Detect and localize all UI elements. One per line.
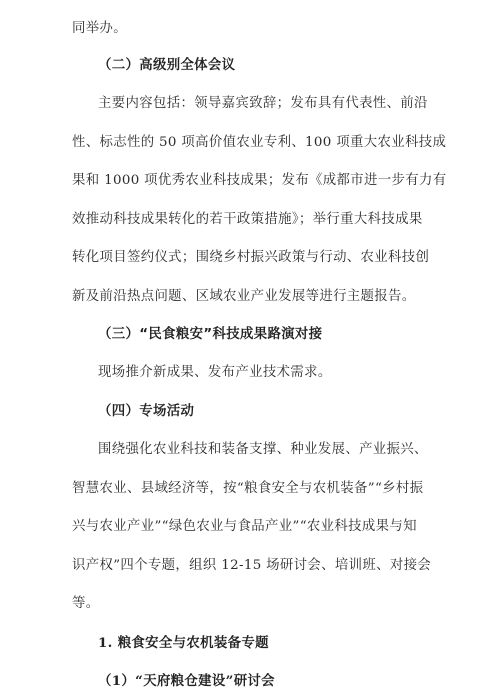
paragraph-line: 围绕强化农业科技和装备支撑、种业发展、产业振兴、	[98, 442, 428, 457]
paragraph-line: 等。	[72, 596, 100, 611]
paragraph-line: 性、标志性的 50 项高价值农业专利、100 项重大农业科技成	[72, 135, 447, 150]
section-heading-4: （四）专场活动	[98, 404, 195, 419]
paragraph-line: 主要内容包括：领导嘉宾致辞；发布具有代表性、前沿	[98, 96, 428, 111]
text-line: 同举办。	[72, 21, 127, 36]
paragraph-line: 效推动科技成果转化的若干政策措施》；举行重大科技成果	[72, 212, 423, 227]
paragraph-line: 兴与农业产业”“绿色农业与食品产业”“农业科技成果与知	[72, 519, 417, 534]
paragraph-line: 新及前沿热点问题、区域农业产业发展等进行主题报告。	[72, 289, 416, 304]
paragraph-line: 现场推介新成果、发布产业技术需求。	[98, 365, 332, 380]
section-heading-2: （二）高级别全体会议	[98, 58, 236, 73]
event-heading: （1）“天府粮仓建设”研讨会	[98, 673, 275, 689]
section-heading-3: （三）“民食粮安”科技成果路演对接	[98, 327, 323, 342]
paragraph-line: 果和 1000 项优秀农业科技成果；发布《成都市进一步有力有	[72, 173, 447, 188]
paragraph-line: 智慧农业、县域经济等，按“粮食安全与农机装备”“乡村振	[72, 481, 424, 496]
topic-heading: 1. 粮食安全与农机装备专题	[98, 635, 269, 651]
paragraph-line: 转化项目签约仪式；围绕乡村振兴政策与行动、农业科技创	[72, 250, 430, 265]
paragraph-line: 识产权”四个专题，组织 12-15 场研讨会、培训班、对接会	[72, 558, 432, 573]
